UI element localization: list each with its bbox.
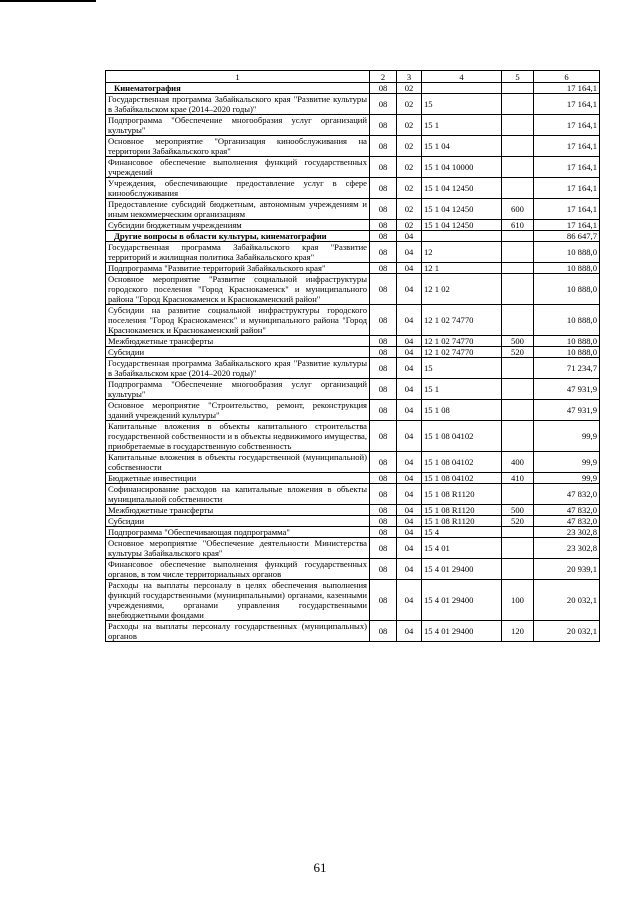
expense-type-cell bbox=[502, 379, 534, 400]
target-article-cell bbox=[422, 231, 502, 242]
target-article-cell: 15 1 08 04102 bbox=[422, 421, 502, 452]
amount-cell: 23 302,8 bbox=[534, 527, 600, 538]
amount-cell: 10 888,0 bbox=[534, 263, 600, 274]
target-article-cell: 15 1 04 12450 bbox=[422, 178, 502, 199]
section-code-cell: 08 bbox=[370, 178, 397, 199]
row-name-cell: Субсидии бюджетным учреждениям bbox=[106, 220, 370, 231]
table-row bbox=[106, 347, 600, 358]
subsection-code-cell: 04 bbox=[397, 538, 422, 559]
subsection-code-cell: 02 bbox=[397, 178, 422, 199]
subsection-code-cell: 04 bbox=[397, 527, 422, 538]
expense-type-cell bbox=[502, 136, 534, 157]
table-row bbox=[106, 83, 600, 94]
table-row bbox=[106, 157, 600, 178]
expense-type-cell bbox=[502, 94, 534, 115]
expense-type-cell: 100 bbox=[502, 580, 534, 621]
expense-type-cell bbox=[502, 274, 534, 305]
expense-type-cell bbox=[502, 83, 534, 94]
section-code-cell: 08 bbox=[370, 505, 397, 516]
section-code-cell: 08 bbox=[370, 115, 397, 136]
row-name-cell: Учреждения, обеспечивающие предоставление услуг в сфере кинообслуживания bbox=[106, 178, 370, 199]
row-name-cell: Кинематография bbox=[106, 83, 370, 94]
amount-cell: 99,9 bbox=[534, 421, 600, 452]
amount-cell: 20 032,1 bbox=[534, 621, 600, 642]
expense-type-cell: 400 bbox=[502, 452, 534, 473]
amount-cell: 17 164,1 bbox=[534, 136, 600, 157]
expense-type-cell bbox=[502, 484, 534, 505]
row-name-cell: Межбюджетные трансферты bbox=[106, 505, 370, 516]
column-header: 3 bbox=[397, 71, 422, 83]
target-article-cell: 15 1 04 10000 bbox=[422, 157, 502, 178]
row-name-cell: Расходы на выплаты персоналу государственных (муниципальных) органов bbox=[106, 621, 370, 642]
row-name-cell: Государственная программа Забайкальского края "Развитие культуры в Забайкальском крае (2014–2020 годы)" bbox=[106, 94, 370, 115]
amount-cell: 10 888,0 bbox=[534, 336, 600, 347]
row-name-cell: Капитальные вложения в объекты государственной (муниципальной) собственности bbox=[106, 452, 370, 473]
expense-type-cell: 520 bbox=[502, 516, 534, 527]
table-row bbox=[106, 199, 600, 220]
target-article-cell: 12 1 02 74770 bbox=[422, 336, 502, 347]
subsection-code-cell: 04 bbox=[397, 358, 422, 379]
target-article-cell: 12 1 02 74770 bbox=[422, 347, 502, 358]
expense-type-cell bbox=[502, 231, 534, 242]
row-name-cell: Субсидии на развитие социальной инфраструктуры городского поселения "Город Краснокаменск" и муниципального района "Город Краснокаменск и Краснокаменский район" bbox=[106, 305, 370, 336]
section-code-cell: 08 bbox=[370, 580, 397, 621]
subsection-code-cell: 04 bbox=[397, 484, 422, 505]
table-row bbox=[106, 400, 600, 421]
expense-type-cell bbox=[502, 242, 534, 263]
expense-type-cell bbox=[502, 559, 534, 580]
subsection-code-cell: 04 bbox=[397, 559, 422, 580]
table-row bbox=[106, 538, 600, 559]
table-row bbox=[106, 452, 600, 473]
subsection-code-cell: 04 bbox=[397, 400, 422, 421]
row-name-cell: Основное мероприятие "Строительство, ремонт, реконструкция зданий учреждений культуры" bbox=[106, 400, 370, 421]
target-article-cell: 15 1 08 bbox=[422, 400, 502, 421]
subsection-code-cell: 04 bbox=[397, 421, 422, 452]
row-name-cell: Подпрограмма "Обеспечение многообразия услуг организаций культуры" bbox=[106, 115, 370, 136]
section-code-cell: 08 bbox=[370, 136, 397, 157]
expense-type-cell bbox=[502, 358, 534, 379]
target-article-cell: 15 1 04 bbox=[422, 136, 502, 157]
column-header: 6 bbox=[534, 71, 600, 83]
section-code-cell: 08 bbox=[370, 263, 397, 274]
table-row bbox=[106, 379, 600, 400]
subsection-code-cell: 02 bbox=[397, 157, 422, 178]
table-row bbox=[106, 484, 600, 505]
subsection-code-cell: 04 bbox=[397, 505, 422, 516]
table-row bbox=[106, 421, 600, 452]
row-name-cell: Предоставление субсидий бюджетным, автономным учреждениям и иным некоммерческим организациям bbox=[106, 199, 370, 220]
amount-cell: 17 164,1 bbox=[534, 220, 600, 231]
target-article-cell: 12 1 bbox=[422, 263, 502, 274]
section-code-cell: 08 bbox=[370, 452, 397, 473]
section-code-cell: 08 bbox=[370, 473, 397, 484]
table-row bbox=[106, 274, 600, 305]
subsection-code-cell: 02 bbox=[397, 115, 422, 136]
target-article-cell: 15 4 bbox=[422, 527, 502, 538]
table-row bbox=[106, 231, 600, 242]
top-rule bbox=[0, 0, 96, 2]
amount-cell: 17 164,1 bbox=[534, 94, 600, 115]
target-article-cell: 15 1 08 R1120 bbox=[422, 484, 502, 505]
target-article-cell: 15 1 04 12450 bbox=[422, 199, 502, 220]
expense-type-cell: 410 bbox=[502, 473, 534, 484]
expense-type-cell bbox=[502, 178, 534, 199]
amount-cell: 71 234,7 bbox=[534, 358, 600, 379]
subsection-code-cell: 04 bbox=[397, 336, 422, 347]
expense-type-cell: 600 bbox=[502, 199, 534, 220]
table-row bbox=[106, 621, 600, 642]
table-row bbox=[106, 473, 600, 484]
column-header: 2 bbox=[370, 71, 397, 83]
amount-cell: 86 647,7 bbox=[534, 231, 600, 242]
target-article-cell: 15 bbox=[422, 94, 502, 115]
table-row bbox=[106, 336, 600, 347]
table-row bbox=[106, 115, 600, 136]
amount-cell: 99,9 bbox=[534, 473, 600, 484]
amount-cell: 99,9 bbox=[534, 452, 600, 473]
amount-cell: 10 888,0 bbox=[534, 242, 600, 263]
subsection-code-cell: 04 bbox=[397, 379, 422, 400]
row-name-cell: Другие вопросы в области культуры, кинематографии bbox=[106, 231, 370, 242]
subsection-code-cell: 04 bbox=[397, 473, 422, 484]
section-code-cell: 08 bbox=[370, 358, 397, 379]
row-name-cell: Расходы на выплаты персоналу в целях обеспечения выполнения функций государственными (муниципальными) органами, казенными учреждениями, органами управления государственными внебюджетными фондами bbox=[106, 580, 370, 621]
section-code-cell: 08 bbox=[370, 559, 397, 580]
subsection-code-cell: 02 bbox=[397, 220, 422, 231]
target-article-cell: 15 1 bbox=[422, 379, 502, 400]
section-code-cell: 08 bbox=[370, 231, 397, 242]
expense-type-cell bbox=[502, 538, 534, 559]
amount-cell: 23 302,8 bbox=[534, 538, 600, 559]
expense-type-cell: 500 bbox=[502, 505, 534, 516]
section-code-cell: 08 bbox=[370, 347, 397, 358]
expense-type-cell bbox=[502, 527, 534, 538]
target-article-cell: 15 1 04 12450 bbox=[422, 220, 502, 231]
expense-type-cell: 610 bbox=[502, 220, 534, 231]
row-name-cell: Финансовое обеспечение выполнения функций государственных учреждений bbox=[106, 157, 370, 178]
section-code-cell: 08 bbox=[370, 379, 397, 400]
target-article-cell: 12 bbox=[422, 242, 502, 263]
row-name-cell: Основное мероприятие "Развитие социальной инфраструктуры городского поселения "Город Краснокаменск" и муниципального района "Город Краснокаменск и Краснокаменский район" bbox=[106, 274, 370, 305]
section-code-cell: 08 bbox=[370, 157, 397, 178]
section-code-cell: 08 bbox=[370, 621, 397, 642]
section-code-cell: 08 bbox=[370, 305, 397, 336]
section-code-cell: 08 bbox=[370, 421, 397, 452]
amount-cell: 17 164,1 bbox=[534, 115, 600, 136]
amount-cell: 47 832,0 bbox=[534, 516, 600, 527]
row-name-cell: Подпрограмма "Развитие территорий Забайкальского края" bbox=[106, 263, 370, 274]
row-name-cell: Финансовое обеспечение выполнения функций государственных органов, в том числе территориальных органов bbox=[106, 559, 370, 580]
amount-cell: 10 888,0 bbox=[534, 347, 600, 358]
row-name-cell: Софинансирование расходов на капитальные вложения в объекты муниципальной собственности bbox=[106, 484, 370, 505]
table-row bbox=[106, 305, 600, 336]
amount-cell: 47 931,9 bbox=[534, 379, 600, 400]
table-row bbox=[106, 527, 600, 538]
subsection-code-cell: 02 bbox=[397, 199, 422, 220]
subsection-code-cell: 04 bbox=[397, 231, 422, 242]
section-code-cell: 08 bbox=[370, 274, 397, 305]
target-article-cell: 15 1 bbox=[422, 115, 502, 136]
expense-type-cell bbox=[502, 157, 534, 178]
amount-cell: 10 888,0 bbox=[534, 274, 600, 305]
subsection-code-cell: 02 bbox=[397, 83, 422, 94]
expense-type-cell bbox=[502, 115, 534, 136]
target-article-cell: 12 1 02 74770 bbox=[422, 305, 502, 336]
row-name-cell: Межбюджетные трансферты bbox=[106, 336, 370, 347]
amount-cell: 20 032,1 bbox=[534, 580, 600, 621]
expense-type-cell: 500 bbox=[502, 336, 534, 347]
subsection-code-cell: 04 bbox=[397, 305, 422, 336]
section-code-cell: 08 bbox=[370, 516, 397, 527]
subsection-code-cell: 04 bbox=[397, 274, 422, 305]
amount-cell: 17 164,1 bbox=[534, 199, 600, 220]
target-article-cell: 12 1 02 bbox=[422, 274, 502, 305]
subsection-code-cell: 04 bbox=[397, 263, 422, 274]
row-name-cell: Капитальные вложения в объекты капитального строительства государственной собственности и в объекты недвижимого имущества, приобретаемые в государственную собственность bbox=[106, 421, 370, 452]
subsection-code-cell: 02 bbox=[397, 94, 422, 115]
amount-cell: 17 164,1 bbox=[534, 178, 600, 199]
table-row bbox=[106, 220, 600, 231]
row-name-cell: Основное мероприятие "Организация кинообслуживания на территории Забайкальского края" bbox=[106, 136, 370, 157]
amount-cell: 20 939,1 bbox=[534, 559, 600, 580]
expense-type-cell: 520 bbox=[502, 347, 534, 358]
table-header-row bbox=[106, 71, 600, 83]
section-code-cell: 08 bbox=[370, 336, 397, 347]
column-header: 5 bbox=[502, 71, 534, 83]
target-article-cell: 15 1 08 R1120 bbox=[422, 505, 502, 516]
section-code-cell: 08 bbox=[370, 242, 397, 263]
subsection-code-cell: 04 bbox=[397, 452, 422, 473]
section-code-cell: 08 bbox=[370, 527, 397, 538]
table-row bbox=[106, 559, 600, 580]
amount-cell: 10 888,0 bbox=[534, 305, 600, 336]
column-header: 1 bbox=[106, 71, 370, 83]
subsection-code-cell: 04 bbox=[397, 516, 422, 527]
target-article-cell bbox=[422, 83, 502, 94]
table-row bbox=[106, 136, 600, 157]
row-name-cell: Бюджетные инвестиции bbox=[106, 473, 370, 484]
subsection-code-cell: 04 bbox=[397, 621, 422, 642]
page-number: 61 bbox=[313, 860, 327, 875]
target-article-cell: 15 bbox=[422, 358, 502, 379]
budget-table bbox=[105, 70, 600, 642]
subsection-code-cell: 04 bbox=[397, 580, 422, 621]
target-article-cell: 15 4 01 29400 bbox=[422, 559, 502, 580]
row-name-cell: Государственная программа Забайкальского края "Развитие территорий и жилищная политика Забайкальского края" bbox=[106, 242, 370, 263]
amount-cell: 17 164,1 bbox=[534, 83, 600, 94]
row-name-cell: Подпрограмма "Обеспечение многообразия услуг организаций культуры" bbox=[106, 379, 370, 400]
target-article-cell: 15 1 08 R1120 bbox=[422, 516, 502, 527]
table-row bbox=[106, 358, 600, 379]
section-code-cell: 08 bbox=[370, 400, 397, 421]
section-code-cell: 08 bbox=[370, 199, 397, 220]
table-row bbox=[106, 242, 600, 263]
section-code-cell: 08 bbox=[370, 83, 397, 94]
row-name-cell: Субсидии bbox=[106, 516, 370, 527]
amount-cell: 47 931,9 bbox=[534, 400, 600, 421]
subsection-code-cell: 02 bbox=[397, 136, 422, 157]
table-row bbox=[106, 505, 600, 516]
subsection-code-cell: 04 bbox=[397, 242, 422, 263]
section-code-cell: 08 bbox=[370, 220, 397, 231]
target-article-cell: 15 4 01 29400 bbox=[422, 580, 502, 621]
section-code-cell: 08 bbox=[370, 94, 397, 115]
subsection-code-cell: 04 bbox=[397, 347, 422, 358]
row-name-cell: Государственная программа Забайкальского края "Развитие культуры в Забайкальском крае (2014–2020 годы)" bbox=[106, 358, 370, 379]
table-row bbox=[106, 94, 600, 115]
table-row bbox=[106, 178, 600, 199]
expense-type-cell bbox=[502, 421, 534, 452]
row-name-cell: Подпрограмма "Обеспечивающая подпрограмма" bbox=[106, 527, 370, 538]
target-article-cell: 15 4 01 29400 bbox=[422, 621, 502, 642]
target-article-cell: 15 1 08 04102 bbox=[422, 473, 502, 484]
expense-type-cell bbox=[502, 400, 534, 421]
table-row bbox=[106, 263, 600, 274]
target-article-cell: 15 1 08 04102 bbox=[422, 452, 502, 473]
amount-cell: 47 832,0 bbox=[534, 484, 600, 505]
expense-type-cell bbox=[502, 263, 534, 274]
table-row bbox=[106, 580, 600, 621]
expense-type-cell: 120 bbox=[502, 621, 534, 642]
section-code-cell: 08 bbox=[370, 538, 397, 559]
row-name-cell: Субсидии bbox=[106, 347, 370, 358]
section-code-cell: 08 bbox=[370, 484, 397, 505]
amount-cell: 17 164,1 bbox=[534, 157, 600, 178]
target-article-cell: 15 4 01 bbox=[422, 538, 502, 559]
column-header: 4 bbox=[422, 71, 502, 83]
table-row bbox=[106, 516, 600, 527]
expense-type-cell bbox=[502, 305, 534, 336]
amount-cell: 47 832,0 bbox=[534, 505, 600, 516]
row-name-cell: Основное мероприятие "Обеспечение деятельности Министерства культуры Забайкальского края" bbox=[106, 538, 370, 559]
